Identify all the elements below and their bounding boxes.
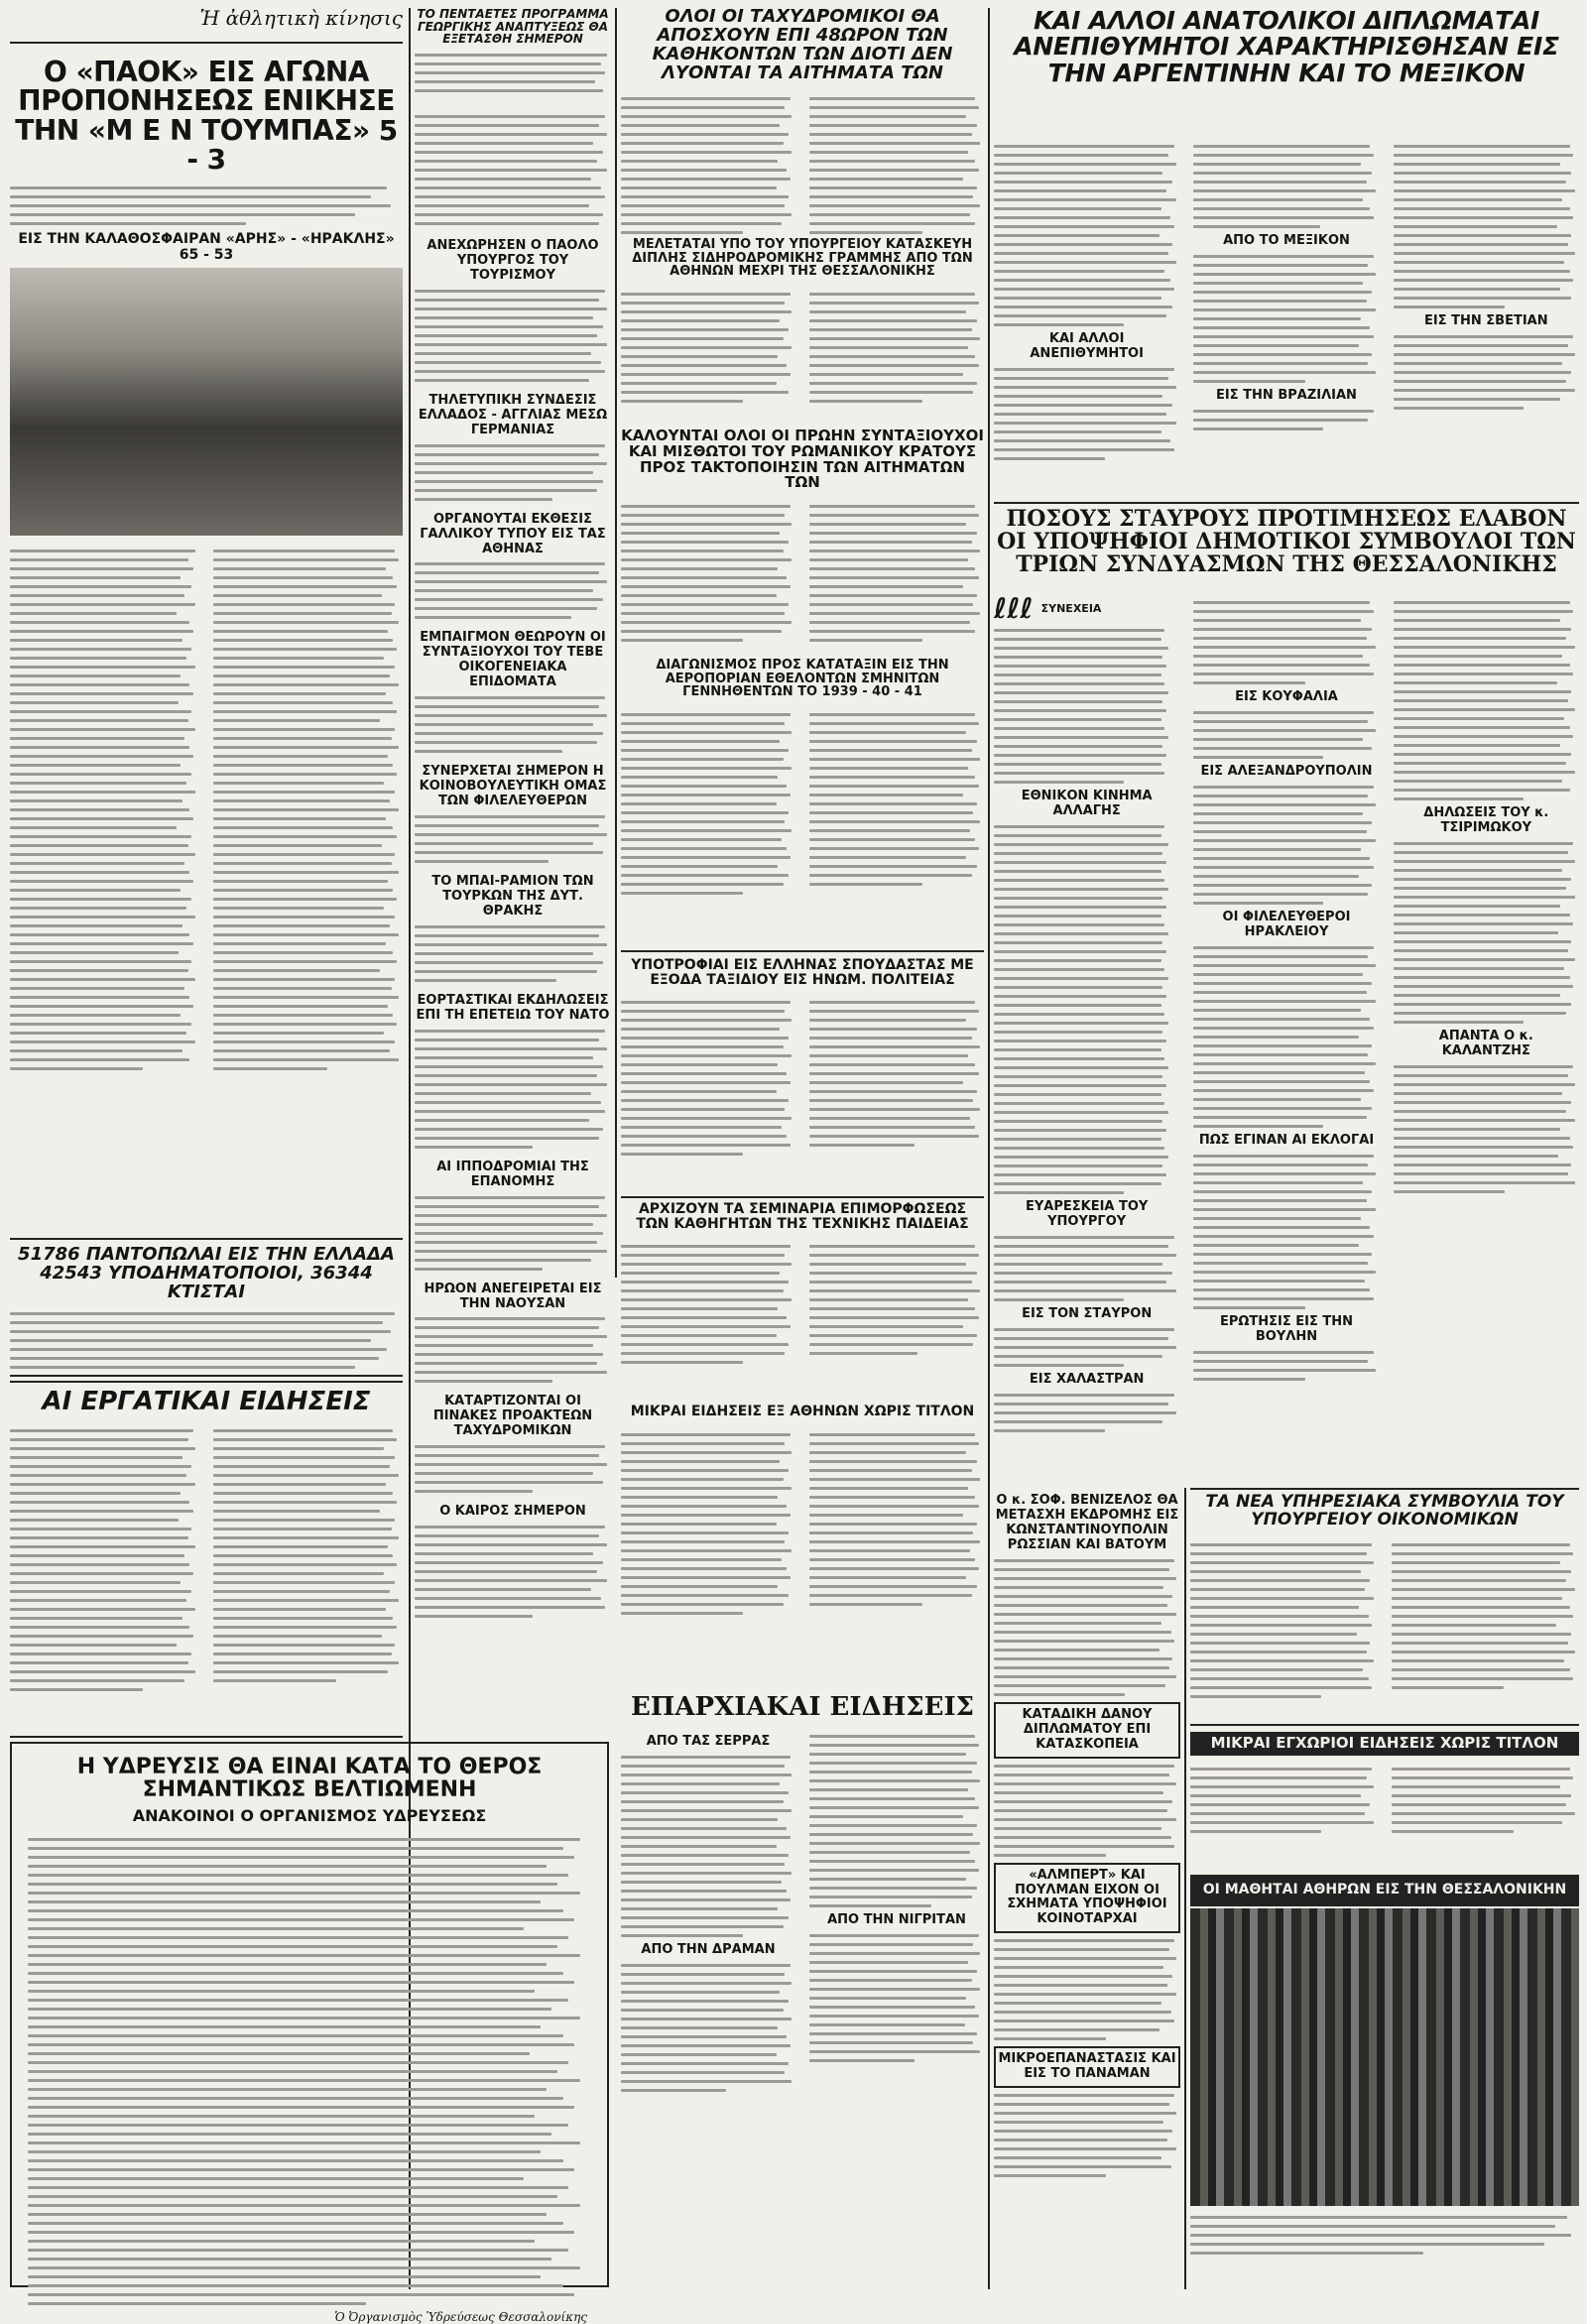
continuation-label: ΣΥΝΕΧΕΙΑ xyxy=(1040,601,1102,615)
article-headline: ΔΙΑΓΩΝΙΣΜΟΣ ΠΡΟΣ ΚΑΤΑΤΑΞΙΝ ΕΙΣ ΤΗΝ ΑΕΡΟΠΟΡΙΑΝ ΕΘΕΛΟΝΤΩΝ ΣΜΗΝΙΤΩΝ ΓΕΝΝΗΘΕΝΤΩΝ ΤΟ 1939 - 40 - 41 xyxy=(656,658,949,700)
article-headline: ΚΑΙ ΑΛΛΟΙ ΑΝΑΤΟΛΙΚΟΙ ΔΙΠΛΩΜΑΤΑΙ ΑΝΕΠΙΘΥΜΗΤΟΙ ΧΑΡΑΚΤΗΡΙΣΘΗΣΑΝ ΕΙΣ ΤΗΝ ΑΡΓΕΝΤΙΝΗΝ ΚΑΙ ΤΟ ΜΕΞΙΚΟΝ xyxy=(1014,6,1559,87)
news-headline: ΤΗΛΕΤΥΠΙΚΗ ΣΥΝΔΕΣΙΣ ΕΛΛΑΔΟΣ - ΑΓΓΛΙΑΣ ΜΕΣΩ ΓΕΡΜΑΝΙΑΣ xyxy=(418,392,608,437)
photo-caption xyxy=(1190,2210,1579,2289)
news-subheadline: ΚΑΙ ΑΛΛΟΙ ΑΝΕΠΙΘΥΜΗΤΟΙ xyxy=(1030,331,1144,361)
news-headline: ΑΙ ΙΠΠΟΔΡΟΜΙΑΙ ΤΗΣ ΕΠΑΝΟΜΗΣ xyxy=(436,1159,589,1189)
lower-middle-news xyxy=(994,1488,1180,2289)
news-subheadline: ΕΡΩΤΗΣΙΣ ΕΙΣ ΤΗΝ ΒΟΥΛΗΝ xyxy=(1219,1313,1354,1344)
scholarship-article xyxy=(621,950,984,1198)
news-headline: ΜΙΚΡΟΕΠΑΝΑΣΤΑΣΙΣ ΚΑΙ ΕΙΣ ΤΟ ΠΑΝΑΜΑΝ xyxy=(994,2046,1180,2088)
section-label: Ἡ ἀθλητικὴ κίνησις xyxy=(199,6,403,30)
news-subheadline: ΕΙΣ ΚΟΥΦΑΛΙΑ xyxy=(1235,689,1338,704)
list-heading: ΕΘΝΙΚΟΝ ΚΙΝΗΜΑ ΑΛΛΑΓΗΣ xyxy=(1021,789,1153,818)
news-subheadline: ΕΙΣ ΤΟΝ ΣΤΑΥΡΟΝ xyxy=(1022,1305,1153,1321)
article-headline: ΠΟΣΟΥΣ ΣΤΑΥΡΟΥΣ ΠΡΟΤΙΜΗΣΕΩΣ ΕΛΑΒΟΝ ΟΙ ΥΠΟΨΗΦΙΟΙ ΔΗΜΟΤΙΚΟΙ ΣΥΜΒΟΥΛΟΙ ΤΩΝ ΤΡΙΩΝ ΣΥΝΔΥΑΣΜΩΝ ΤΗΣ ΘΕΣΣΑΛΟΝΙΚΗΣ xyxy=(997,506,1576,578)
council-article-header xyxy=(994,508,1579,592)
news-headline: «ΑΛΜΠΕΡΤ» ΚΑΙ ΠΟΥΛΜΑΝ ΕΙΧΟΝ ΟΙ ΣΧΗΜΑΤΑ ΥΠΟΨΗΦΙΟΙ ΚΟΙΝΟΤΑΡΧΑΙ xyxy=(994,1863,1180,1934)
news-headline: Ο ΚΑΙΡΟΣ ΣΗΜΕΡΟΝ xyxy=(439,1504,586,1520)
news-subheadline: ΑΠΟ ΤΟ ΜΕΞΙΚΟΝ xyxy=(1223,233,1350,248)
column-rule xyxy=(1184,1488,1186,2289)
news-subheadline: ΕΥΑΡΕΣΚΕΙΑ ΤΟΥ ΥΠΟΥΡΓΟΥ xyxy=(1025,1198,1149,1229)
article-headline: ΚΑΛΟΥΝΤΑΙ ΟΛΟΙ ΟΙ ΠΡΩΗΝ ΣΥΝΤΑΞΙΟΥΧΟΙ ΚΑΙ ΜΙΣΘΩΤΟΙ ΤΟΥ ΡΩΜΑΝΙΚΟΥ ΚΡΑΤΟΥΣ ΠΡΟΣ ΤΑΚΤΟΠΟΙΗΣΙΝ ΤΩΝ ΑΙΤΗΜΑΤΩΝ ΤΩΝ xyxy=(621,427,984,492)
students-photo-banner xyxy=(1190,1875,1579,1906)
news-subheadline: ΑΠΟ ΤΑΣ ΣΕΡΡΑΣ xyxy=(646,1734,771,1750)
article-subheadline: ΕΙΣ ΤΗΝ ΚΑΛΑΘΟΣΦΑΙΡΑΝ «ΑΡΗΣ» - «ΗΡΑΚΛΗΣ» 65 - 53 xyxy=(18,230,395,263)
vote-list xyxy=(994,629,1179,784)
basketball-team-photo xyxy=(10,268,403,536)
news-headline: ΣΥΝΕΡΧΕΤΑΙ ΣΗΜΕΡΟΝ Η ΚΟΙΝΟΒΟΥΛΕΥΤΙΚΗ ΟΜΑΣ ΤΩΝ ΦΙΛΕΛΕΥΘΕΡΩΝ xyxy=(419,764,607,809)
news-subheadline: ΕΙΣ ΑΛΕΞΑΝΔΡΟΥΠΟΛΙΝ xyxy=(1200,763,1373,779)
news-headline: Ο κ. ΣΟΦ. ΒΕΝΙΖΕΛΟΣ ΘΑ ΜΕΤΑΣΧΗ ΕΚΔΡΟΜΗΣ ΕΙΣ ΚΩΝΣΤΑΝΤΙΝΟΥΠΟΛΙΝ ΡΩΣΣΙΑΝ ΚΑΙ ΒΑΤΟΥΜ xyxy=(995,1493,1179,1552)
news-headline: ΕΟΡΤΑΣΤΙΚΑΙ ΕΚΔΗΛΩΣΕΙΣ ΕΠΙ ΤΗ ΕΠΕΤΕΙΩ ΤΟΥ ΝΑΤΟ xyxy=(416,992,610,1023)
news-headline: ΤΟ ΜΠΑΙ-ΡΑΜΙΟΝ ΤΩΝ ΤΟΥΡΚΩΝ ΤΗΣ ΔΥΤ. ΘΡΑΚΗΣ xyxy=(431,874,594,918)
postal-article xyxy=(621,8,984,236)
athens-small-news xyxy=(621,1405,984,1692)
divider xyxy=(994,502,1579,504)
news-subheadline: ΑΠΟ ΤΗΝ ΝΙΓΡΙΤΑΝ xyxy=(827,1912,966,1928)
article-headline: ΕΠΑΡΧΙΑΚΑΙ ΕΙΔΗΣΕΙΣ xyxy=(630,1692,975,1722)
column-rule xyxy=(615,8,617,1278)
council-article-body xyxy=(994,592,1579,1488)
article-lead xyxy=(10,186,403,225)
article-subheadline: ΑΝΑΚΟΙΝΟΙ Ο ΟΡΓΑΝΙΣΜΟΣ ΥΔΡΕΥΣΕΩΣ xyxy=(132,1806,487,1826)
news-headline: ΟΡΓΑΝΟΥΤΑΙ ΕΚΘΕΣΙΣ ΓΑΛΛΙΚΟΥ ΤΥΠΟΥ ΕΙΣ ΤΑΣ ΑΘΗΝΑΣ xyxy=(420,511,606,556)
pensioners-article xyxy=(621,428,984,657)
column-rule xyxy=(988,8,990,2289)
news-subheadline: ΕΙΣ ΧΑΛΑΣΤΡΑΝ xyxy=(1029,1371,1145,1387)
news-headline: ΚΑΤΑΔΙΚΗ ΔΑΝΟΥ ΔΙΠΛΩΜΑΤΟΥ ΕΠΙ ΚΑΤΑΣΚΟΠΕΙΑ xyxy=(994,1702,1180,1759)
article-headline: 51786 ΠΑΝΤΟΠΩΛΑΙ ΕΙΣ ΤΗΝ ΕΛΛΑΔΑ 42543 ΥΠΟΔΗΜΑΤΟΠΟΙΟΙ, 36344 ΚΤΙΣΤΑΙ xyxy=(18,1244,395,1302)
article-headline: Ο «ΠΑΟΚ» ΕΙΣ ΑΓΩΝΑ ΠΡΟΠΟΝΗΣΕΩΣ ΕΝΙΚΗΣΕ ΤΗΝ «Μ Ε Ν ΤΟΥΜΠΑΣ» 5 - 3 xyxy=(15,56,398,177)
short-news-column xyxy=(415,109,611,1855)
article-headline: Η ΥΔΡΕΥΣΙΣ ΘΑ ΕΙΝΑΙ ΚΑΤΑ ΤΟ ΘΕΡΟΣ ΣΗΜΑΝΤΙΚΩΣ ΒΕΛΤΙΩΜΕΝΗ xyxy=(76,1755,543,1803)
news-subheadline: ΕΙΣ ΤΗΝ ΒΡΑΖΙΛΙΑΝ xyxy=(1216,387,1357,403)
provincial-news xyxy=(621,1694,984,2289)
article-headline: ΑΙ ΕΡΓΑΤΙΚΑΙ ΕΙΔΗΣΕΙΣ xyxy=(42,1387,371,1416)
news-headline: ΗΡΩΟΝ ΑΝΕΓΕΙΡΕΤΑΙ ΕΙΣ ΤΗΝ ΝΑΟΥΣΑΝ xyxy=(424,1281,602,1311)
railway-article xyxy=(621,238,984,427)
finance-article xyxy=(1190,1488,1579,1726)
news-subheadline: ΑΠΑΝΤΑ Ο κ. ΚΑΛΑΝΤΖΗΣ xyxy=(1438,1028,1533,1058)
news-headline: ΚΑΤΑΡΤΙΖΟΝΤΑΙ ΟΙ ΠΙΝΑΚΕΣ ΠΡΟΑΚΤΕΩΝ ΤΑΧΥΔΡΟΜΙΚΩΝ xyxy=(432,1394,593,1439)
article-headline: ΜΕΛΕΤΑΤΑΙ ΥΠΟ ΤΟΥ ΥΠΟΥΡΓΕΙΟΥ ΚΑΤΑΣΚΕΥΗ ΔΙΠΛΗΣ ΣΙΔΗΡΟΔΡΟΜΙΚΗΣ ΓΡΑΜΜΗΣ ΑΠΟ ΤΩΝ ΑΘΗΝΩΝ ΜΕΧΡΙ ΤΗΣ ΘΕΣΣΑΛΟΝΙΚΗΣ xyxy=(632,237,973,280)
article-headline: ΟΛΟΙ ΟΙ ΤΑΧΥΔΡΟΜΙΚΟΙ ΘΑ ΑΠΟΣΧΟΥΝ ΕΠΙ 48ΩΡΟΝ ΤΩΝ ΚΑΘΗΚΟΝΤΩΝ ΤΩΝ ΔΙΟΤΙ ΔΕΝ ΛΥΟΝΤΑΙ ΤΑ ΑΙΤΗΜΑΤΑ ΤΩΝ xyxy=(652,6,953,83)
workers-article xyxy=(10,1238,403,1377)
labor-article xyxy=(10,1381,403,1738)
article-headline: ΑΡΧΙΖΟΥΝ ΤΑ ΣΕΜΙΝΑΡΙΑ ΕΠΙΜΟΡΦΩΣΕΩΣ ΤΩΝ ΚΑΘΗΓΗΤΩΝ ΤΗΣ ΤΕΧΝΙΚΗΣ ΠΑΙΔΕΙΑΣ xyxy=(636,1201,969,1232)
news-subheadline: ΟΙ ΦΙΛΕΛΕΥΘΕΡΟΙ ΗΡΑΚΛΕΙΟΥ xyxy=(1222,909,1351,939)
article-signature: Ὁ Ὀργανισμὸς Ὑδρεύσεως Θεσσαλονίκης xyxy=(334,2309,587,2324)
article-headline: ΥΠΟΤΡΟΦΙΑΙ ΕΙΣ ΕΛΛΗΝΑΣ ΣΠΟΥΔΑΣΤΑΣ ΜΕ ΕΞΟΔΑ ΤΑΞΙΔΙΟΥ ΕΙΣ ΗΝΩΜ. ΠΟΛΙΤΕΙΑΣ xyxy=(631,957,974,988)
aviation-article xyxy=(621,659,984,946)
local-small-news xyxy=(1190,1732,1579,1871)
diplomats-article-header xyxy=(994,8,1579,137)
news-headline: ΑΝΕΧΩΡΗΣΕΝ Ο ΠΑΟΛΟ ΥΠΟΥΡΓΟΣ ΤΟΥ ΤΟΥΡΙΣΜΟΥ xyxy=(427,238,599,283)
vote-list xyxy=(994,825,1179,1194)
swirl-ornament-icon: ℓℓℓ xyxy=(994,592,1034,625)
news-subheadline: ΕΙΣ ΤΗΝ ΣΒΕΤΙΑΝ xyxy=(1424,313,1548,328)
article-headline: ΤΟ ΠΕΝΤΑΕΤΕΣ ΠΡΟΓΡΑΜΜΑ ΓΕΩΡΓΙΚΗΣ ΑΝΑΠΤΥΞΕΩΣ ΘΑ ΕΞΕΤΑΣΘΗ ΣΗΜΕΡΟΝ xyxy=(417,7,609,47)
students-group-photo xyxy=(1190,1908,1579,2206)
agriculture-article xyxy=(415,8,611,107)
seminars-article xyxy=(621,1202,984,1401)
article-headline: ΤΑ ΝΕΑ ΥΠΗΡΕΣΙΑΚΑ ΣΥΜΒΟΥΛΙΑ ΤΟΥ ΥΠΟΥΡΓΕΙΟΥ ΟΙΚΟΝΟΜΙΚΩΝ xyxy=(1205,1492,1564,1529)
article-headline: ΜΙΚΡΑΙ ΕΙΔΗΣΕΙΣ ΕΞ ΑΘΗΝΩΝ ΧΩΡΙΣ ΤΙΤΛΟΝ xyxy=(630,1404,975,1419)
news-subheadline: ΔΗΛΩΣΕΙΣ ΤΟΥ κ. ΤΣΙΡΙΜΩΚΟΥ xyxy=(1423,805,1549,835)
article-headline: ΜΙΚΡΑΙ ΕΓΧΩΡΙΟΙ ΕΙΔΗΣΕΙΣ ΧΩΡΙΣ ΤΙΤΛΟΝ xyxy=(1210,1734,1559,1752)
news-subheadline: ΠΩΣ ΕΓΙΝΑΝ ΑΙ ΕΚΛΟΓΑΙ xyxy=(1198,1132,1375,1148)
black-banner xyxy=(1190,1732,1579,1756)
divider xyxy=(10,42,403,44)
news-subheadline: ΑΠΟ ΤΗΝ ΔΡΑΜΑΝ xyxy=(641,1942,776,1958)
article-headline: ΟΙ ΜΑΘΗΤΑΙ ΑΘΗΡΩΝ ΕΙΣ ΤΗΝ ΘΕΣΣΑΛΟΝΙΚΗΝ xyxy=(1202,1882,1567,1897)
news-headline: ΕΜΠΑΙΓΜΟΝ ΘΕΩΡΟΥΝ ΟΙ ΣΥΝΤΑΞΙΟΥΧΟΙ ΤΟΥ ΤΕΒΕ ΟΙΚΟΓΕΝΕΙΑΚΑ ΕΠΙΔΟΜΑΤΑ xyxy=(420,630,606,690)
